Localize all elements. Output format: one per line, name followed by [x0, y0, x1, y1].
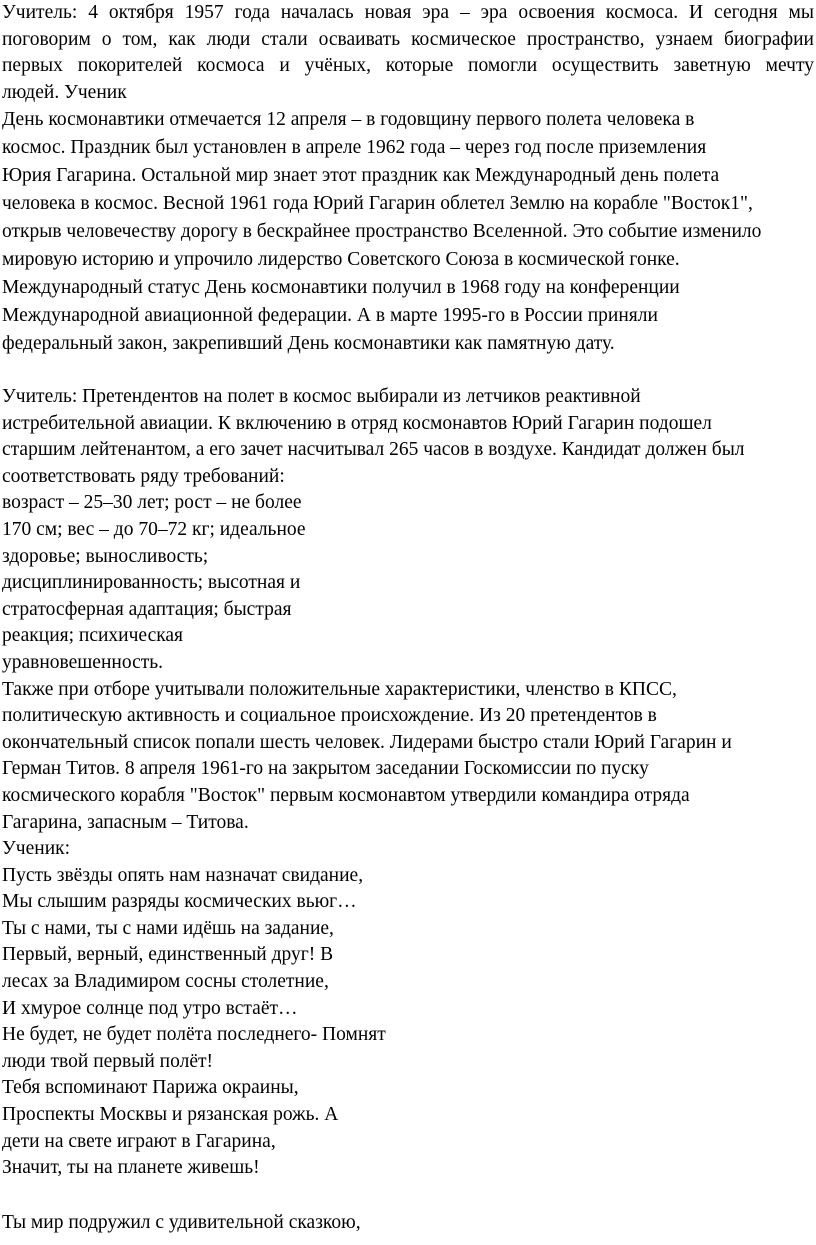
text-line: федеральный закон, закрепивший День космонавтики как памятную дату. — [2, 333, 615, 354]
poem-line: Ученик: — [2, 838, 71, 860]
text-line: старшим лейтенантом, а его зачет насчитывал 265 часов в воздухе. Кандидат должен был — [2, 439, 745, 461]
text-line: Герман Титов. 8 апреля 1961-го на закрытом заседании Госкомиссии по пуску — [2, 758, 649, 780]
text-line: людей. Ученик — [2, 81, 127, 103]
text-line: возраст – 25–30 лет; рост – не более — [2, 492, 302, 514]
text-line: поговорим о том, как люди стали осваивать космическое пространство, узнаем биографии — [2, 28, 814, 50]
text-line: открыв человечеству дорогу в бескрайнее пространство Вселенной. Это событие изменило — [2, 221, 762, 242]
text-line: Международный статус День космонавтики получил в 1968 году на конференции — [2, 277, 680, 298]
paragraph-gap — [2, 358, 814, 384]
text-line: истребительной авиации. К включению в отряд космонавтов Юрий Гагарин подошел — [2, 412, 712, 434]
paragraph-gap — [2, 1182, 814, 1210]
poem-line: Проспекты Москвы и рязанская рожь. А — [2, 1104, 339, 1126]
poem-continuation — [2, 1210, 814, 1237]
text-line: День космонавтики отмечается 12 апреля – в годовщину первого полета человека в — [2, 109, 695, 130]
text-line: космос. Праздник был установлен в апреле 1962 года – через год после приземления — [2, 137, 707, 158]
document-page — [2, 0, 814, 1236]
text-line: Международной авиационной федерации. А в марте 1995-го в России приняли — [2, 305, 658, 326]
poem-line: Не будет, не будет полёта последнего- Помнят — [2, 1024, 386, 1046]
text-line: 170 см; вес – до 70–72 кг; идеальное — [2, 518, 306, 540]
poem-line: дети на свете играют в Гагарина, — [2, 1130, 276, 1152]
text-line: человека в космос. Весной 1961 года Юрий Гагарин облетел Землю на корабле "Восток1", — [2, 193, 753, 214]
text-line: Учитель: Претендентов на полет в космос выбирали из летчиков реактивной — [2, 386, 641, 407]
text-line: уравновешенность. — [2, 651, 164, 673]
poem-line: люди твой первый полёт! — [2, 1050, 213, 1072]
text-line: Учитель: 4 октября 1957 года началась новая эра – эра освоения космоса. И сегодня мы — [2, 2, 814, 23]
text-line: Также при отборе учитывали положительные характеристики, членство в КПСС, — [2, 678, 677, 700]
text-line: космического корабля "Восток" первым космонавтом утвердили командира отряда — [2, 784, 690, 806]
poem-line: Ты с нами, ты с нами идёшь на задание, — [2, 917, 334, 939]
poem-line: Мы слышим разряды космических вьюг… — [2, 891, 357, 913]
text-line: реакция; психическая — [2, 625, 184, 647]
poem-line: Пусть звёзды опять нам назначат свидание, — [2, 864, 364, 886]
candidates-paragraph — [2, 384, 814, 836]
poem-line: Первый, верный, единственный друг! В — [2, 944, 334, 966]
poem-line: лесах за Владимиром сосны столетние, — [2, 971, 329, 993]
poem-line: Значит, ты на планете живешь! — [2, 1157, 260, 1179]
text-line: соответствовать ряду требований: — [2, 465, 285, 487]
text-line: стратосферная адаптация; быстрая — [2, 598, 292, 620]
text-line: дисциплинированность; высотная и — [2, 572, 301, 594]
text-line: мировую историю и упрочило лидерство Советского Союза в космической гонке. — [2, 249, 680, 270]
poem-line: Ты мир подружил с удивительной сказкою, — [2, 1211, 361, 1233]
text-line: политическую активность и социальное происхождение. Из 20 претендентов в — [2, 705, 657, 727]
intro-paragraph — [2, 0, 814, 106]
text-line: Юрия Гагарина. Остальной мир знает этот праздник как Международный день полета — [2, 165, 720, 186]
text-line: первых покорителей космоса и учёных, которые помогли осуществить заветную мечту — [2, 55, 814, 76]
cosmonautics-day-paragraph — [2, 106, 814, 358]
text-line: здоровье; выносливость; — [2, 545, 209, 567]
poem-line: И хмурое солнце под утро встаёт… — [2, 997, 298, 1019]
text-line: окончательный список попали шесть человек. Лидерами быстро стали Юрий Гагарин и — [2, 731, 732, 753]
poem-line: Тебя вспоминают Парижа окраины, — [2, 1077, 299, 1099]
text-line: Гагарина, запасным – Титова. — [2, 811, 249, 833]
poem — [2, 836, 814, 1182]
